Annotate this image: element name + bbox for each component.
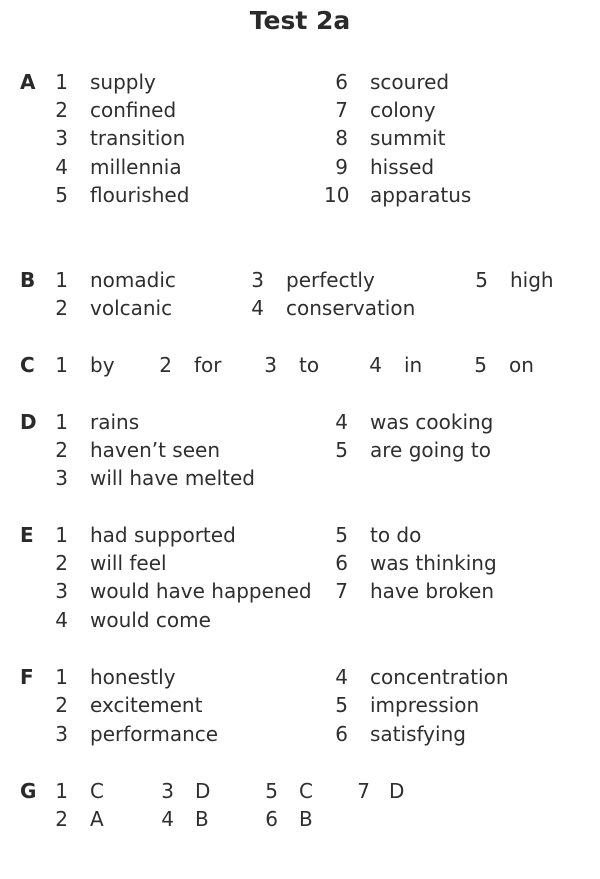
answer-number: 4 [161,807,174,831]
answer-number: 1 [55,523,68,547]
answer-text: was thinking [370,551,497,575]
answer-number: 5 [335,438,348,462]
answer-number: 2 [159,353,172,377]
answer-number: 6 [265,807,278,831]
answer-text: confined [90,98,177,122]
answer-text: nomadic [90,268,176,292]
section-f-label: F [20,665,34,689]
answer-text: on [509,353,534,377]
section-c-label: C [20,353,35,377]
answer-text: supply [90,70,156,94]
answer-number: 4 [335,665,348,689]
answer-text: would come [90,608,211,632]
answer-text: are going to [370,438,491,462]
answer-text: B [299,807,313,831]
answer-number: 3 [55,126,68,150]
answer-number: 7 [335,98,348,122]
answer-text: for [194,353,222,377]
answer-number: 3 [161,779,174,803]
answer-text: perfectly [286,268,375,292]
answer-number: 2 [55,98,68,122]
answer-text: millennia [90,155,182,179]
answer-number: 7 [357,779,370,803]
answer-number: 3 [264,353,277,377]
answer-text: rains [90,410,140,434]
answer-text: excitement [90,693,203,717]
answer-number: 2 [55,551,68,575]
answer-number: 1 [55,665,68,689]
section-g-label: G [20,779,37,803]
answer-text: scoured [370,70,450,94]
answer-text: will feel [90,551,167,575]
answer-text: have broken [370,579,494,603]
answer-number: 1 [55,268,68,292]
answer-number: 4 [335,410,348,434]
answer-number: 2 [55,807,68,831]
answer-text: honestly [90,665,176,689]
answer-text: volcanic [90,296,173,320]
answer-text: colony [370,98,436,122]
answer-text: in [404,353,423,377]
answer-number: 3 [55,466,68,490]
answer-text: had supported [90,523,236,547]
answer-text: satisfying [370,722,466,746]
answer-number: 3 [55,579,68,603]
answer-text: impression [370,693,480,717]
section-d-label: D [20,410,37,434]
answer-text: apparatus [370,183,472,207]
answer-text: hissed [370,155,435,179]
answer-number: 1 [55,410,68,434]
answer-number: 4 [251,296,264,320]
answer-number: 2 [55,693,68,717]
answer-text: A [90,807,104,831]
answer-number: 3 [55,722,68,746]
answer-text: C [90,779,104,803]
answer-text: D [195,779,211,803]
answer-number: 4 [55,155,68,179]
answer-text: haven’t seen [90,438,221,462]
answer-text: transition [90,126,186,150]
answer-text: will have melted [90,466,255,490]
section-a-label: A [20,70,36,94]
answer-number: 1 [55,353,68,377]
answer-number: 1 [55,70,68,94]
answer-number: 5 [265,779,278,803]
answer-text: to [299,353,320,377]
answer-text: high [510,268,554,292]
answer-number: 6 [335,551,348,575]
answer-number: 5 [474,353,487,377]
answer-number: 5 [335,693,348,717]
answer-number: 5 [55,183,68,207]
answer-text: performance [90,722,219,746]
answer-text: by [90,353,115,377]
answer-text: D [389,779,405,803]
answer-number: 7 [335,579,348,603]
page-title: Test 2a [249,6,351,35]
answer-text: C [299,779,313,803]
answer-number: 4 [55,608,68,632]
answer-number: 3 [251,268,264,292]
answer-text: summit [370,126,446,150]
answer-number: 6 [335,722,348,746]
answer-text: would have happened [90,579,312,603]
answer-number: 10 [324,183,350,207]
answer-number: 9 [335,155,348,179]
answer-number: 5 [335,523,348,547]
answer-text: flourished [90,183,190,207]
answer-number: 8 [335,126,348,150]
answer-text: to do [370,523,422,547]
answer-text: B [195,807,209,831]
answer-number: 4 [369,353,382,377]
answer-number: 2 [55,296,68,320]
answer-text: concentration [370,665,509,689]
answer-number: 1 [55,779,68,803]
section-b-label: B [20,268,36,292]
answer-number: 6 [335,70,348,94]
answer-text: conservation [286,296,416,320]
section-e-label: E [20,523,34,547]
answer-number: 5 [475,268,488,292]
answer-number: 2 [55,438,68,462]
answer-text: was cooking [370,410,494,434]
